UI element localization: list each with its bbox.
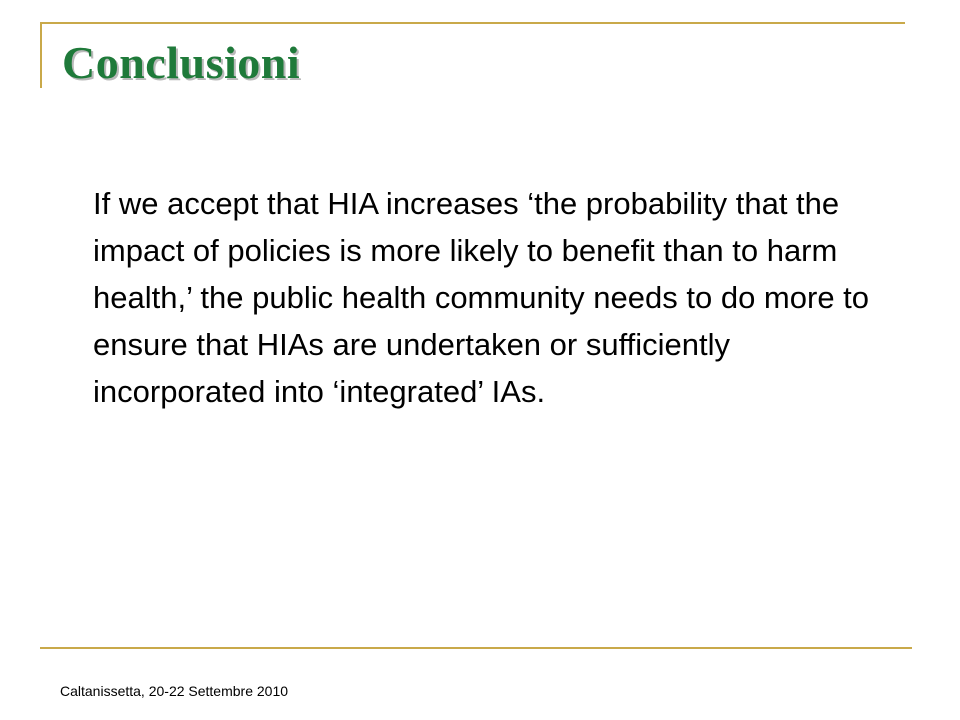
- bottom-divider: [40, 647, 912, 649]
- slide-title: Conclusioni: [62, 37, 301, 88]
- top-divider: [40, 22, 905, 24]
- slide-body-text: If we accept that HIA increases ‘the probability that the impact of policies is more likely to benefit than to harm health,’ the public health community needs to do more to ensure that HIAs are undertaken or sufficiently incorporated into ‘integrated’ IAs.: [93, 186, 870, 409]
- left-accent-line: [40, 22, 42, 88]
- slide-footer: Caltanissetta, 20-22 Settembre 2010: [60, 683, 289, 699]
